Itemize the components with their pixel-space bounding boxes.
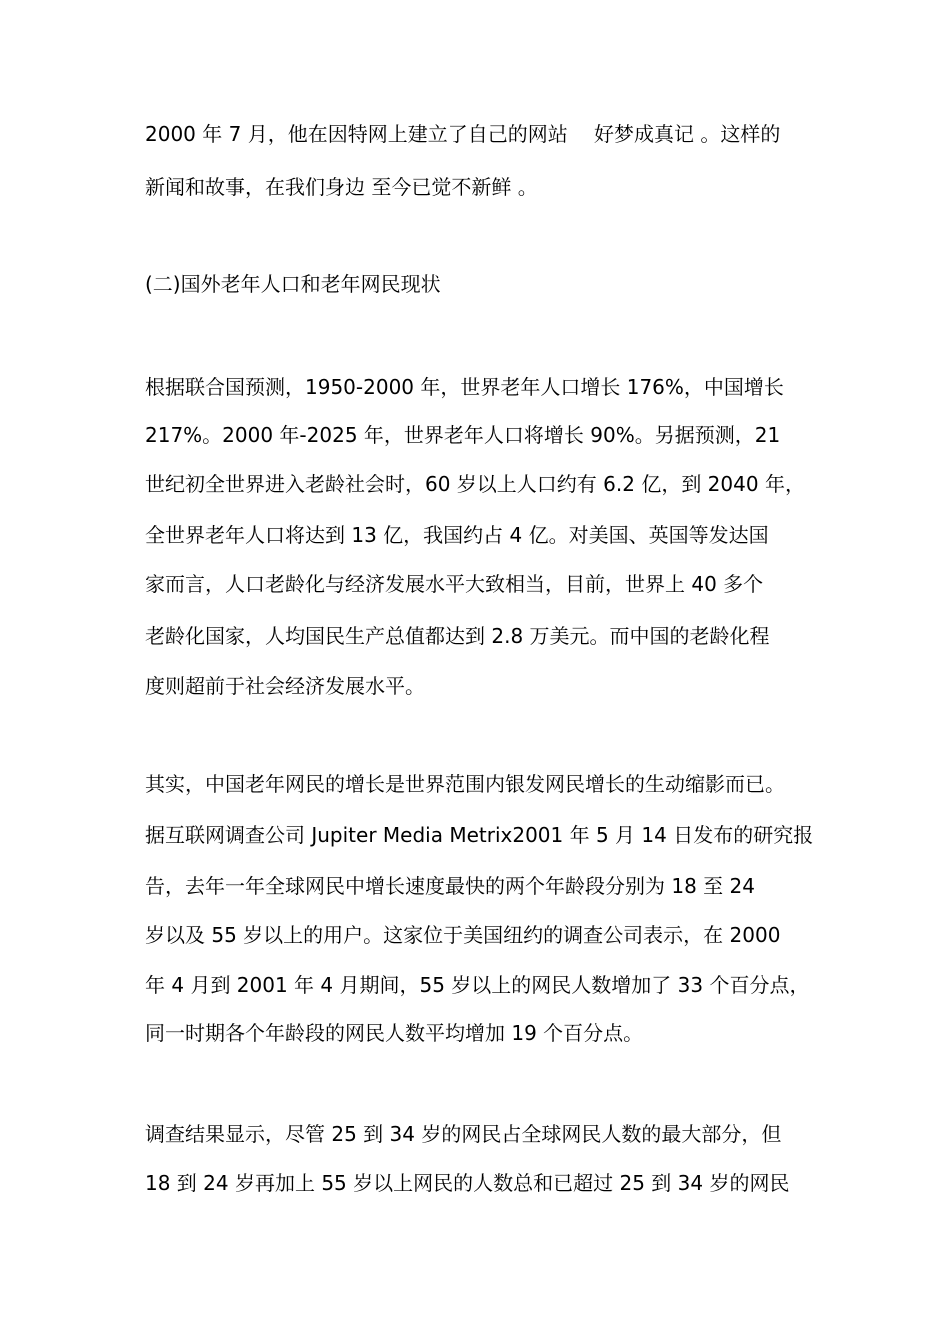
- paragraph-4-line-2: 18 到 24 岁再加上 55 岁以上网民的人数总和已超过 25 到 34 岁的网民: [145, 1171, 790, 1195]
- paragraph-3-line-4: 岁以及 55 岁以上的用户。这家位于美国纽约的调查公司表示，在 2000: [145, 923, 781, 947]
- paragraph-2-line-1: 根据联合国预测，1950-2000 年，世界老年人口增长 176%，中国增长: [145, 375, 784, 399]
- paragraph-2-line-3: 世纪初全世界进入老龄社会时，60 岁以上人口约有 6.2 亿，到 2040 年，: [145, 472, 805, 496]
- section-heading: (二)国外老年人口和老年网民现状: [145, 272, 441, 296]
- paragraph-1-line-1: 2000 年 7 月，他在因特网上建立了自己的网站 好梦成真记 。这样的: [145, 122, 781, 146]
- paragraph-1-line-2: 新闻和故事，在我们身边 至今已觉不新鲜 。: [145, 175, 538, 199]
- paragraph-2-line-4: 全世界老年人口将达到 13 亿，我国约占 4 亿。对美国、英国等发达国: [145, 523, 769, 547]
- paragraph-2-line-5: 家而言，人口老龄化与经济发展水平大致相当，目前，世界上 40 多个: [145, 572, 764, 596]
- paragraph-2-line-6: 老龄化国家，人均国民生产总值都达到 2.8 万美元。而中国的老龄化程: [145, 624, 770, 648]
- paragraph-2-line-2: 217%。2000 年-2025 年，世界老年人口将增长 90%。另据预测，21: [145, 423, 781, 447]
- paragraph-3-line-5: 年 4 月到 2001 年 4 月期间，55 岁以上的网民人数增加了 33 个百分点，: [145, 973, 810, 997]
- paragraph-3-line-2: 据互联网调查公司 Jupiter Media Metrix2001 年 5 月 14 日发布的研究报: [145, 823, 814, 847]
- paragraph-4-line-1: 调查结果显示，尽管 25 到 34 岁的网民占全球网民人数的最大部分，但: [145, 1122, 782, 1146]
- paragraph-3-line-6: 同一时期各个年龄段的网民人数平均增加 19 个百分点。: [145, 1021, 644, 1045]
- paragraph-3-line-3: 告，去年一年全球网民中增长速度最快的两个年龄段分别为 18 至 24: [145, 874, 755, 898]
- paragraph-2-line-7: 度则超前于社会经济发展水平。: [145, 674, 425, 698]
- paragraph-3-line-1: 其实，中国老年网民的增长是世界范围内银发网民增长的生动缩影而已。: [145, 772, 785, 796]
